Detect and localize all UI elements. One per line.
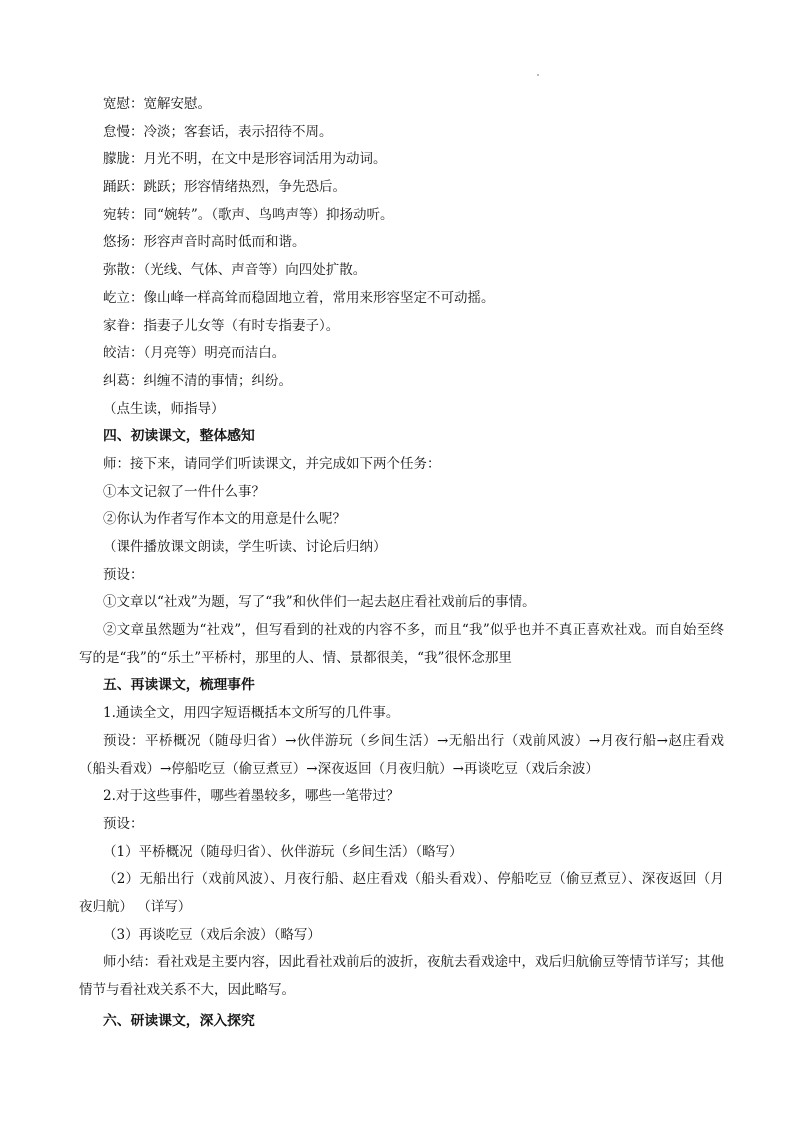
question-2: ②你认为作者写作本文的用意是什么呢？ xyxy=(103,511,346,528)
activity-note: （课件播放课文朗读，学生听读、讨论后归纳） xyxy=(103,539,387,555)
vocab-item: 宽慰：宽解安慰。 xyxy=(103,96,211,112)
vocab-item: 皎洁：（月亮等）明亮而洁白。 xyxy=(103,345,286,362)
scan-speck xyxy=(537,74,539,76)
vocab-note: （点生读，师指导） xyxy=(103,400,225,417)
vocab-item: 踊跃：跳跃；形容情绪热烈，争先恐后。 xyxy=(103,179,346,196)
vocab-item: 纠葛：纠缠不清的事情；纠纷。 xyxy=(103,372,292,389)
vocab-item: 宛转：同“婉转”。（歌声、鸟鸣声等）抑扬动听。 xyxy=(103,206,394,223)
answer-2: ②文章虽然题为“社戏”，但写看到的社戏的内容不多，而且“我”似乎也并不真正喜欢社戏。而自始至终写的是“我”的“乐土”平桥村，那里的人、情、景都很美，“我”很怀念那里 xyxy=(79,622,724,666)
vocab-item: 悠扬：形容声音时高时低而和谐。 xyxy=(103,234,306,251)
task-1: 1.通读全文，用四字短语概括本文所写的几件事。 xyxy=(103,705,400,722)
answer-1: ①文章以“社戏”为题，写了“我”和伙伴们一起去赵庄看社戏前后的事情。 xyxy=(103,594,536,611)
vocab-item: 怠慢：冷淡；客套话，表示招待不周。 xyxy=(103,123,333,140)
preset-label-2: 预设： xyxy=(103,815,144,832)
vocabulary-list xyxy=(79,91,724,396)
preset-label: 预设： xyxy=(103,566,144,583)
point-1: （1）平桥概况（随母归省）、伙伴游玩（乡间生活）（略写） xyxy=(103,843,463,860)
section-5-heading: 五、再读课文，梳理事件 xyxy=(103,677,255,694)
task-2: 2.对于这些事件，哪些着墨较多，哪些一笔带过？ xyxy=(103,788,400,805)
document-body xyxy=(79,91,724,1036)
preset-events: 预设：平桥概况（随母归省）→伙伴游玩（乡间生活）→无船出行（戏前风波）→月夜行船→赵庄看戏（船头看戏）→停船吃豆（偷豆煮豆）→深夜返回（月夜归航）→再谈吃豆（戏后余波） xyxy=(79,732,724,777)
point-3: （3）再谈吃豆（戏后余波）（略写） xyxy=(103,926,321,943)
vocab-item: 弥散：（光线、气体、声音等）向四处扩散。 xyxy=(103,262,367,279)
teacher-intro: 师：接下来，请同学们听读课文，并完成如下两个任务： xyxy=(103,455,441,472)
section-4-heading: 四、初读课文，整体感知 xyxy=(103,428,255,445)
vocab-item: 屹立：像山峰一样高耸而稳固地立着，常用来形容坚定不可动摇。 xyxy=(103,289,495,306)
point-2: （2）无船出行（戏前风波）、月夜行船、赵庄看戏（船头看戏）、停船吃豆（偷豆煮豆）、深夜返回（月夜归航） （详写） xyxy=(79,871,724,916)
vocab-item: 家眷：指妻子儿女等（有时专指妻子）。 xyxy=(103,317,340,334)
teacher-summary: 师小结：看社戏是主要内容，因此看社戏前后的波折，夜航去看戏途中，戏后归航偷豆等情节详写；其他情节与看社戏关系不大，因此略写。 xyxy=(79,954,724,999)
vocab-item: 朦胧：月光不明，在文中是形容词活用为动词。 xyxy=(103,151,387,168)
question-1: ①本文记叙了一件什么事？ xyxy=(103,483,265,500)
section-6-heading: 六、研读课文，深入探究 xyxy=(103,1012,255,1029)
